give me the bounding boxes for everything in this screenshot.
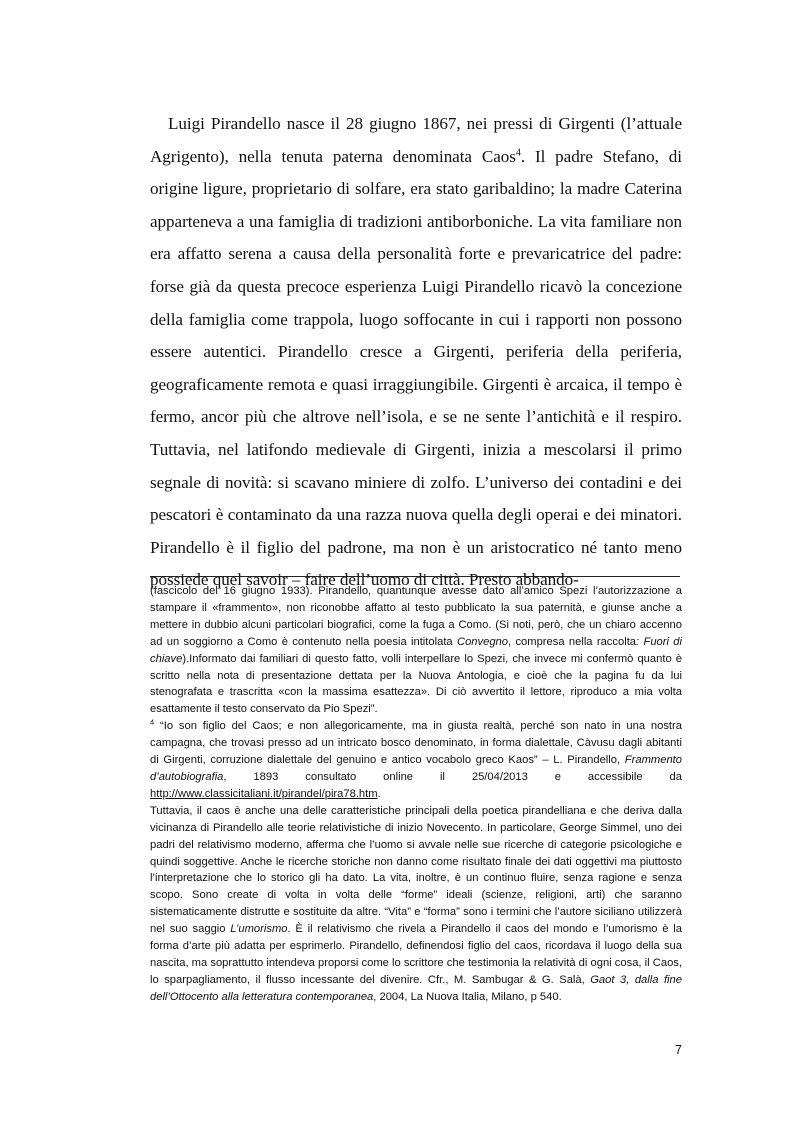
footnote-text: . È il relativismo che rivela a Pirandello il caos del mondo e l’umorismo è la forma d’arte più adatta per esprimerlo. Pirandello, definendosi figlio del caos, ricordava il luogo della sua nascita, ma soprattutto intendeva proporsi come lo scrittore che testimonia la relatività di ogni cosa, il Caos, lo sparpagliamento, il flusso incessante del divenire. Cfr., M. Sambugar & G. Salà, — [150, 923, 682, 986]
footnote-number: 4 — [150, 717, 155, 727]
footnotes-section — [150, 583, 682, 1006]
poem-title: Convegno — [457, 635, 509, 648]
footnote-3-continuation — [150, 583, 682, 718]
collection-title: : Fuori di chiave — [150, 635, 683, 665]
footnote-text: “Io son figlio del Caos; e non allegoricamente, ma in giusta realtà, perché son nato in una nostra campagna, che trovasi presso ad un intricato bosco denominato, in forma dialettale, Càvusu dagli abitanti di Girgenti, corruzione dialettale del genuino e antico vocabolo greco Kaos” – L. Pirandello, — [150, 720, 682, 767]
footnote-text: ).Informato dai familiari di questo fatto, volli interpellare lo Spezi, che invece mi confermò quanto è scritto nella nota di presentazione dettata per la Nuova Antologia, e cioè che la pagina fu da lui stenografata e trascritta «con la massima esattezza». Di ciò avvertito il lettore, riproduco a mia volta esattamente il testo conservato da Pio Spezi”. — [150, 652, 682, 716]
body-text-part-1: Luigi Pirandello nasce il 28 giugno 1867, nei pressi di Girgenti (l’attuale Agrigento), nella tenuta paterna denominata Caos — [150, 114, 682, 166]
footnote-text: , 2004, La Nuova Italia, Milano, p 540. — [373, 990, 562, 1003]
source-link[interactable]: http://www.classicitaliani.it/pirandel/pira78.htm — [150, 787, 378, 800]
footnote-text: , compresa nella raccolta — [508, 635, 637, 648]
body-text-part-2: . Il padre Stefano, di origine ligure, proprietario di solfare, era stato garibaldino; la madre Caterina apparteneva a una famiglia di tradizioni antiborboniche. La vita familiare non era affatto serena a causa della personalità forte e prevaricatrice del padre: forse già da questa precoce esperienza Luigi Pirandello ricavò la concezione della famiglia come trappola, luogo soffocante in cui i rapporti non possono essere autentici. Pirandello cresce a Girgenti, periferia della periferia, geograficamente remota e quasi irraggiungibile. Girgenti è arcaica, il tempo è fermo, ancor più che altrove nell’isola, e se ne sente l’antichità e il respiro. Tuttavia, nel latifondo medievale di Girgenti, inizia a mescolarsi il primo segnale di novità: si scavano miniere di zolfo. L’universo dei contadini e dei pescatori è contaminato da una razza nuova quella degli operai e dei minatori. Pirandello è il figlio del padrone, ma non è un aristocratico né tanto meno possiede quel savoir – faire dell’uomo di città. Presto abbando- — [150, 146, 682, 590]
book-title: Gaot 3, dalla fine dell’Ottocento alla letteratura contemporanea — [150, 973, 682, 1003]
work-title: Frammento d’autobiografia — [150, 754, 682, 783]
footnote-text: , 1893 consultato online il 25/04/2013 e accessibile da — [223, 770, 682, 783]
footnote-text: Tuttavia, il caos è anche una delle caratteristiche principali della poetica pirandelliana e che deriva dalla vicinanza di Pirandello alle teorie relativistiche di inizio Novecento. In particolare, George Simmel, uno dei padri del relativismo moderno, afferma che l’uomo si avvale nelle sue ricerche di categorie psicologiche e quindi soggettive. Anche le ricerche storiche non danno come risultato finale dei dati oggettivi ma piuttosto l’interpretazione che lo storico gli ha dato. La vita, inoltre, è un continuo fluire, senza ragione e senza scopo. Sono create di volta in volta delle “forme” ideali (scienze, religioni, arti) che saranno sistematicamente distrutte e sostituite da altre. “Vita” e “forma” sono i termini che l’autore siciliano utilizzerà nel suo saggio — [150, 804, 682, 936]
essay-title: L’umorismo — [230, 923, 288, 936]
footnote-4 — [150, 718, 682, 803]
footnote-separator — [150, 576, 680, 577]
footnote-text: . — [377, 787, 381, 800]
footnote-text: (fascicolo del 16 giugno 1933). Pirandello, quantunque avesse dato all’amico Spezi l’autorizzazione a stampare il «frammento», non riconobbe affatto al testo pubblicato la sua paternità, e giunse anche a mettere in dubbio alcuni particolari biografici, come la fuga a Como. (Si noti, però, che un chiaro accenno ad un soggiorno a Como è contenuto nella poesia intitolata — [150, 585, 682, 648]
body-paragraph — [150, 108, 682, 597]
page-number: 7 — [675, 1043, 682, 1057]
footnote-reference-4: 4 — [515, 146, 521, 158]
footnote-4-continuation — [150, 803, 682, 1006]
